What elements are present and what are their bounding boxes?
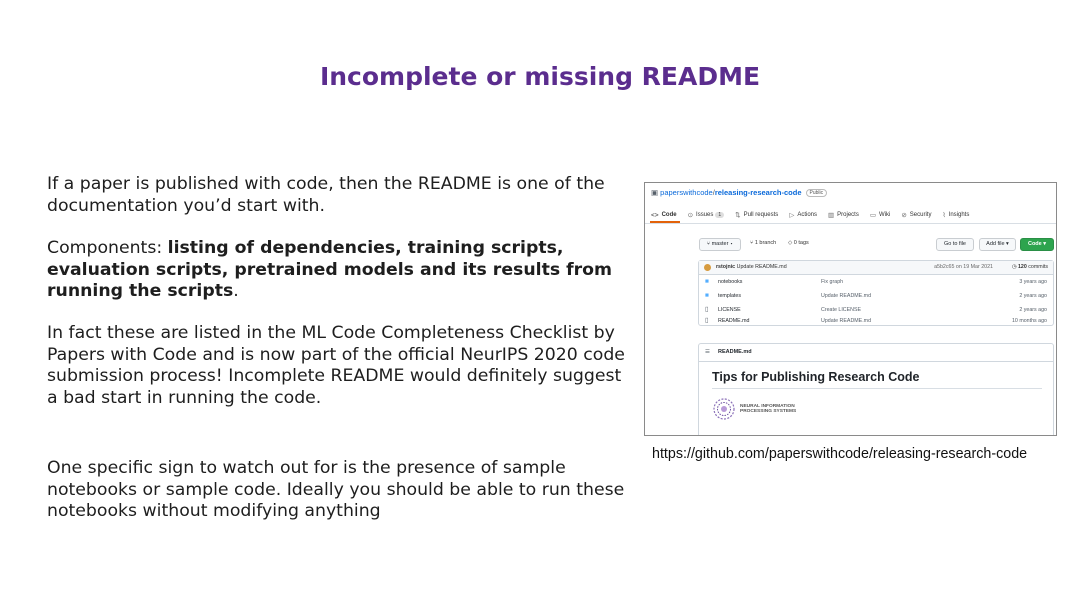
file-age: 3 years ago: [1019, 279, 1047, 285]
file-row[interactable]: [699, 275, 1053, 289]
commit-hash-date[interactable]: a5b2c65 on 19 Mar 2021: [934, 264, 993, 270]
tab-code[interactable]: [651, 211, 677, 219]
list-icon[interactable]: ☰: [705, 349, 710, 355]
readme-heading: Tips for Publishing Research Code: [712, 370, 920, 384]
logo-line-2: PROCESSING SYSTEMS: [740, 409, 797, 415]
file-age: 2 years ago: [1019, 293, 1047, 299]
tags-link[interactable]: [788, 240, 809, 246]
branches-link[interactable]: [750, 240, 776, 246]
p2-label: Components:: [47, 238, 168, 258]
readme-panel: [698, 343, 1054, 436]
p2-components-list: listing of dependencies, training scripts, evaluation scripts, pretrained models and its results from running the scripts: [47, 238, 613, 302]
file-icon: ▯: [705, 317, 709, 324]
commits-number: 120: [1017, 264, 1027, 270]
tab-security[interactable]: [901, 211, 931, 219]
tab-actions[interactable]: [789, 211, 817, 219]
logo-line-1: NEURAL INFORMATION: [740, 404, 795, 409]
tab-issues[interactable]: [688, 211, 725, 219]
actions-icon: ▷: [789, 212, 795, 219]
add-file-label: Add file: [986, 241, 1005, 247]
readme-filename: README.md: [718, 349, 752, 355]
repo-name-link[interactable]: releasing-research-code: [714, 188, 802, 197]
chevron-down-icon: ▾: [1041, 241, 1047, 247]
commit-message[interactable]: [716, 261, 787, 274]
readme-header: [699, 344, 1053, 362]
chevron-down-icon: ▾: [1004, 241, 1009, 247]
folder-icon: ■: [705, 292, 709, 299]
repo-header: [651, 188, 827, 197]
neurips-logo-text: [740, 404, 796, 415]
commits-label: commits: [1028, 264, 1048, 270]
wiki-icon: ▭: [869, 212, 876, 219]
file-commit-message[interactable]: Fix graph: [821, 279, 844, 285]
file-age: 2 years ago: [1019, 307, 1047, 313]
file-icon: ▯: [705, 306, 709, 313]
repo-tabs: [651, 211, 980, 219]
folder-icon: ■: [705, 278, 709, 285]
tab-security-label: Security: [909, 212, 932, 218]
tab-wiki[interactable]: [870, 211, 891, 219]
github-repo-screenshot: [644, 182, 1057, 436]
tab-pull-requests-label: Pull requests: [743, 212, 779, 218]
file-commit-message[interactable]: Update README.md: [821, 318, 872, 324]
neurips-logo-icon: [712, 397, 736, 421]
file-name[interactable]: LICENSE: [718, 307, 741, 313]
go-to-file-button[interactable]: Go to file: [936, 238, 974, 251]
readme-divider: [712, 388, 1042, 389]
issue-icon: ⊙: [687, 212, 694, 219]
slide-title: Incomplete or missing README: [319, 62, 761, 91]
code-button[interactable]: [1020, 238, 1054, 251]
add-file-button[interactable]: [979, 238, 1016, 251]
screenshot-caption-link[interactable]: https://github.com/paperswithcode/releasing-research-code: [652, 446, 1028, 462]
insights-icon: ⌇: [942, 212, 946, 219]
tags-count: 0 tags: [793, 240, 809, 246]
file-row[interactable]: [699, 289, 1053, 303]
paragraph-components: [47, 238, 627, 303]
file-name[interactable]: notebooks: [718, 279, 743, 285]
tab-pull-requests[interactable]: [735, 211, 778, 219]
chevron-down-icon: ▾: [728, 241, 734, 247]
file-name[interactable]: templates: [718, 293, 741, 299]
tab-issues-label: Issues: [696, 212, 714, 218]
avatar: [704, 264, 711, 271]
projects-icon: ▥: [828, 212, 835, 219]
pull-request-icon: ⇅: [735, 212, 741, 219]
issues-count: 1: [715, 212, 724, 218]
file-row[interactable]: [699, 317, 1053, 325]
tab-insights[interactable]: [942, 211, 969, 219]
paragraph-sample-notebooks: One specific sign to watch out for is the presence of sample notebooks or sample code. Ideally you should be able to run these notebooks without modifying anything: [47, 458, 625, 522]
p1-text-c: is one of the documentation you’d start with.: [47, 174, 605, 216]
tag-icon: ◇: [788, 240, 794, 246]
file-age: 10 months ago: [1011, 318, 1047, 324]
tab-code-label: Code: [661, 212, 677, 218]
tab-divider: [645, 223, 1056, 224]
branch-icon: ⑂: [706, 241, 712, 247]
code-icon: <>: [651, 211, 659, 219]
repo-separator: /: [712, 188, 715, 197]
paragraph-readme-intro: [47, 174, 627, 217]
paragraph-checklist: In fact these are listed in the ML Code Completeness Checklist by Papers with Code and is now part of the official NeurIPS 2020 code submission process! Incomplete README would definitely suggest a bad start in running the code.: [47, 323, 625, 408]
branches-count: 1 branch: [754, 240, 777, 246]
p1-text-a: If a paper is published with code, then the: [47, 174, 418, 194]
repo-icon: ▣: [651, 188, 661, 197]
file-commit-message[interactable]: Create LICENSE: [821, 307, 862, 313]
file-name[interactable]: README.md: [718, 318, 750, 324]
code-button-label: Code: [1027, 241, 1042, 247]
branch-select-button[interactable]: [699, 238, 741, 251]
commit-text: Update README.md: [736, 264, 787, 270]
file-list: [698, 260, 1054, 326]
tab-projects-label: Projects: [837, 212, 859, 218]
branches-icon: ⑂: [750, 240, 755, 246]
latest-commit-bar: [699, 261, 1053, 275]
tab-wiki-label: Wiki: [879, 212, 891, 218]
security-icon: ⊘: [901, 212, 907, 219]
tab-projects[interactable]: [828, 211, 859, 219]
commits-link[interactable]: [1012, 261, 1048, 274]
repo-owner-link[interactable]: paperswithcode: [660, 188, 713, 197]
branch-name: master: [711, 241, 729, 247]
file-commit-message[interactable]: Update README.md: [821, 293, 872, 299]
file-row[interactable]: [699, 303, 1053, 317]
commit-author: rstojnic: [716, 264, 736, 270]
tab-insights-label: Insights: [948, 212, 970, 218]
tab-actions-label: Actions: [797, 212, 817, 218]
p2-period: .: [233, 281, 239, 302]
public-badge: Public: [806, 189, 828, 197]
history-icon: ◷: [1011, 264, 1018, 270]
p1-readme-word: README: [417, 174, 492, 194]
